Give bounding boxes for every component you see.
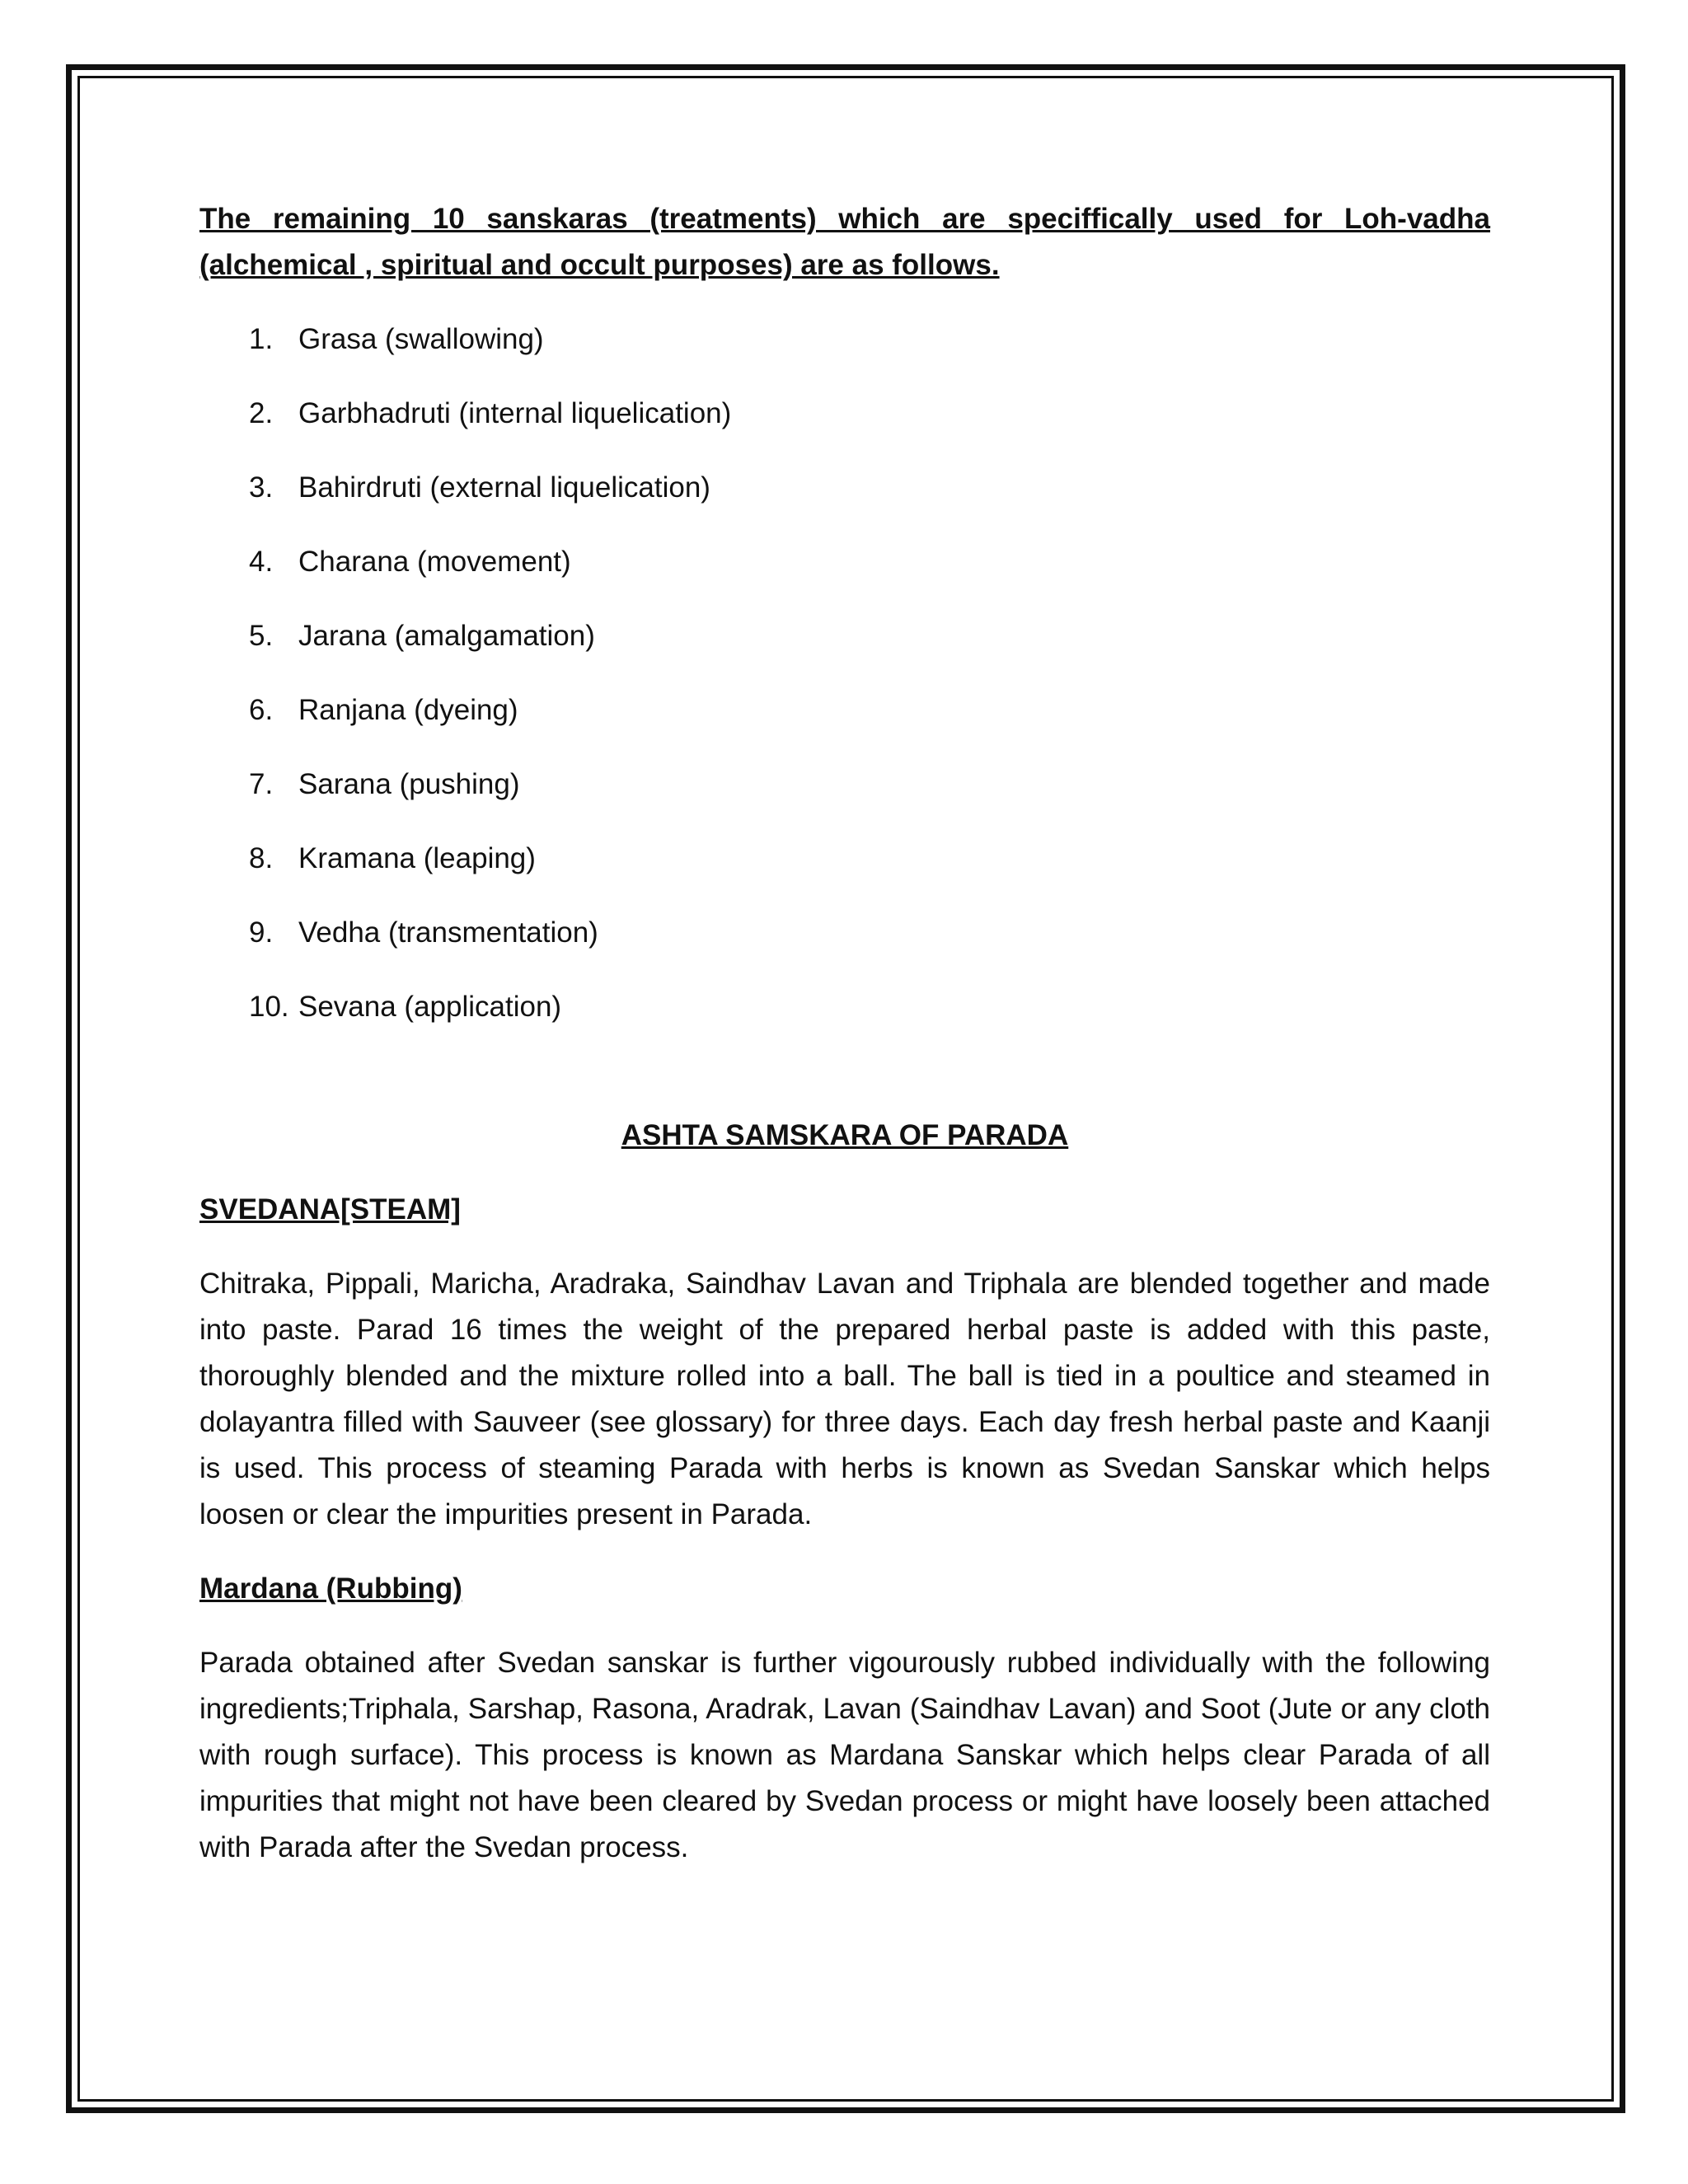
list-number: 6. — [249, 694, 274, 726]
list-label: Sarana (pushing) — [298, 768, 520, 800]
list-number: 2. — [249, 397, 274, 429]
mardana-heading: Mardana (Rubbing) — [199, 1572, 462, 1605]
list-number: 9. — [249, 916, 274, 949]
list-item — [199, 613, 1490, 659]
list-item — [199, 836, 1490, 882]
list-label: Grasa (swallowing) — [298, 323, 544, 355]
list-number: 3. — [249, 471, 274, 504]
intro-paragraph: The remaining 10 sanskaras (treatments) which are speciffically used for Loh-vadha (alchemical , spiritual and occult purposes) are as follows. — [199, 203, 1490, 281]
list-item — [199, 910, 1490, 956]
list-label: Kramana (leaping) — [298, 842, 536, 874]
list-label: Vedha (transmentation) — [298, 916, 598, 949]
list-item — [199, 316, 1490, 363]
list-label: Bahirdruti (external liquelication) — [298, 471, 710, 504]
list-number: 1. — [249, 323, 274, 355]
list-number: 4. — [249, 546, 274, 578]
list-number: 8. — [249, 842, 274, 874]
list-item — [199, 391, 1490, 437]
sanskara-list — [199, 316, 1490, 1030]
list-item — [199, 762, 1490, 808]
list-number: 5. — [249, 620, 274, 652]
list-item — [199, 465, 1490, 511]
list-label: Ranjana (dyeing) — [298, 694, 518, 726]
list-label: Jarana (amalgamation) — [298, 620, 595, 652]
list-label: Charana (movement) — [298, 546, 571, 578]
list-item — [199, 687, 1490, 733]
svedana-paragraph: Chitraka, Pippali, Maricha, Aradraka, Saindhav Lavan and Triphala are blended together and made into paste. Parad 16 times the weight of the prepared herbal paste is added with this paste, thoroughly blended and the mixture rolled into a ball. The ball is tied in a poultice and steamed in dolayantra filled with Sauveer (see glossary) for three days. Each day fresh herbal paste and Kaanji is used. This process of steaming Parada with herbs is known as Svedan Sanskar which helps loosen or clear the impurities present in Parada. — [199, 1268, 1490, 1530]
mardana-paragraph: Parada obtained after Svedan sanskar is further vigourously rubbed individually with the following ingredients;Triphala, Sarshap, Rasona, Aradrak, Lavan (Saindhav Lavan) and Soot (Jute or any cloth with rough surface). This process is known as Mardana Sanskar which helps clear Parada of all impurities that might not have been cleared by Svedan process or might have loosely been attached with Parada after the Svedan process. — [199, 1647, 1490, 1863]
list-item — [199, 984, 1490, 1030]
list-item — [199, 539, 1490, 585]
list-number: 7. — [249, 768, 274, 800]
section-title: ASHTA SAMSKARA OF PARADA — [621, 1119, 1069, 1151]
list-label: Sevana (application) — [298, 991, 562, 1023]
list-number: 10. — [249, 991, 289, 1023]
svedana-heading: SVEDANA[STEAM] — [199, 1193, 461, 1226]
document-body — [199, 196, 1490, 1871]
list-label: Garbhadruti (internal liquelication) — [298, 397, 732, 429]
